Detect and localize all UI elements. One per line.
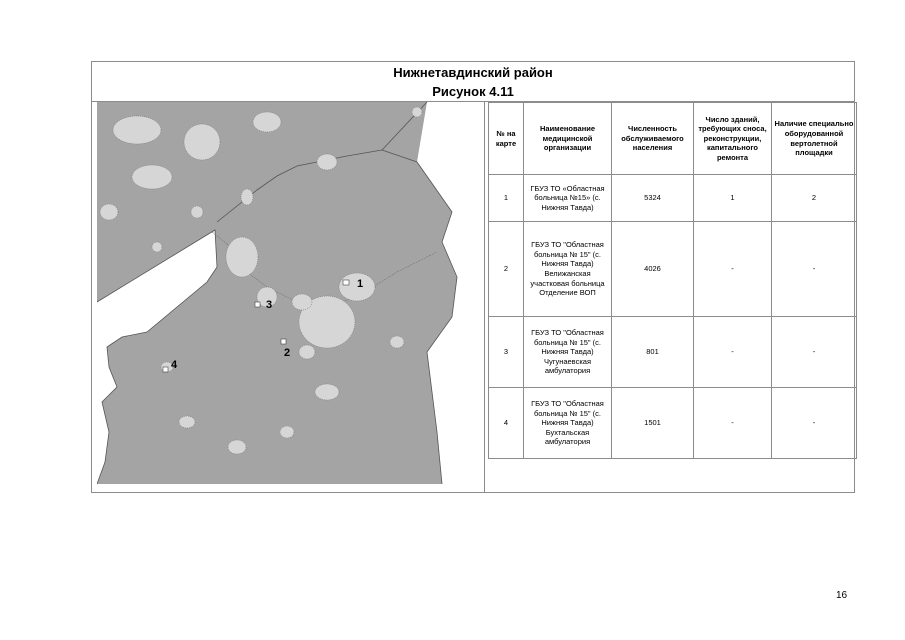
cell-map-number: 4 (489, 388, 524, 459)
cell-population: 4026 (612, 222, 694, 317)
cell-buildings: - (694, 222, 772, 317)
cell-population: 1501 (612, 388, 694, 459)
cell-map-number: 3 (489, 317, 524, 388)
header-population: Численность обслуживаемого населения (612, 103, 694, 175)
cell-buildings: 1 (694, 175, 772, 222)
map-graphic (97, 102, 484, 484)
table-header-row (489, 103, 857, 175)
map-table-divider (484, 101, 485, 493)
cell-population: 5324 (612, 175, 694, 222)
page-number: 16 (836, 590, 848, 601)
hospitals-table (488, 102, 857, 459)
map-marker-4: 4 (171, 359, 178, 371)
cell-organization: ГБУЗ ТО "Областная больница № 15" (с. Нижняя Тавда) Бухтальская амбулатория (524, 388, 612, 459)
district-map (97, 102, 484, 484)
figure-label: Рисунок 4.11 (432, 84, 514, 99)
cell-helipad: - (772, 388, 857, 459)
cell-map-number: 1 (489, 175, 524, 222)
map-marker-3: 3 (266, 299, 273, 311)
map-marker-1: 1 (357, 278, 364, 290)
table-row (489, 317, 857, 388)
cell-helipad: - (772, 317, 857, 388)
header-organization: Наименование медицинской организации (524, 103, 612, 175)
table-row (489, 175, 857, 222)
header-helipad: Наличие специально оборудованной вертолетной площадки (772, 103, 857, 175)
cell-map-number: 2 (489, 222, 524, 317)
cell-population: 801 (612, 317, 694, 388)
cell-organization: ГБУЗ ТО "Областная больница № 15" (с. Нижняя Тавда) Чугунаевская амбулатория (524, 317, 612, 388)
cell-helipad: - (772, 222, 857, 317)
cell-buildings: - (694, 317, 772, 388)
cell-helipad: 2 (772, 175, 857, 222)
header-map-number: № на карте (489, 103, 524, 175)
table-row (489, 388, 857, 459)
table-row (489, 222, 857, 317)
cell-buildings: - (694, 388, 772, 459)
district-title: Нижнетавдинский район (393, 65, 553, 80)
map-marker-2: 2 (284, 347, 291, 359)
cell-organization: ГБУЗ ТО «Областная больница №15» (с. Нижняя Тавда) (524, 175, 612, 222)
cell-organization: ГБУЗ ТО "Областная больница № 15" (с. Нижняя Тавда) Велижанская участковая больница Отделение ВОП (524, 222, 612, 317)
header-buildings: Число зданий, требующих сноса, реконструкции, капитального ремонта (694, 103, 772, 175)
